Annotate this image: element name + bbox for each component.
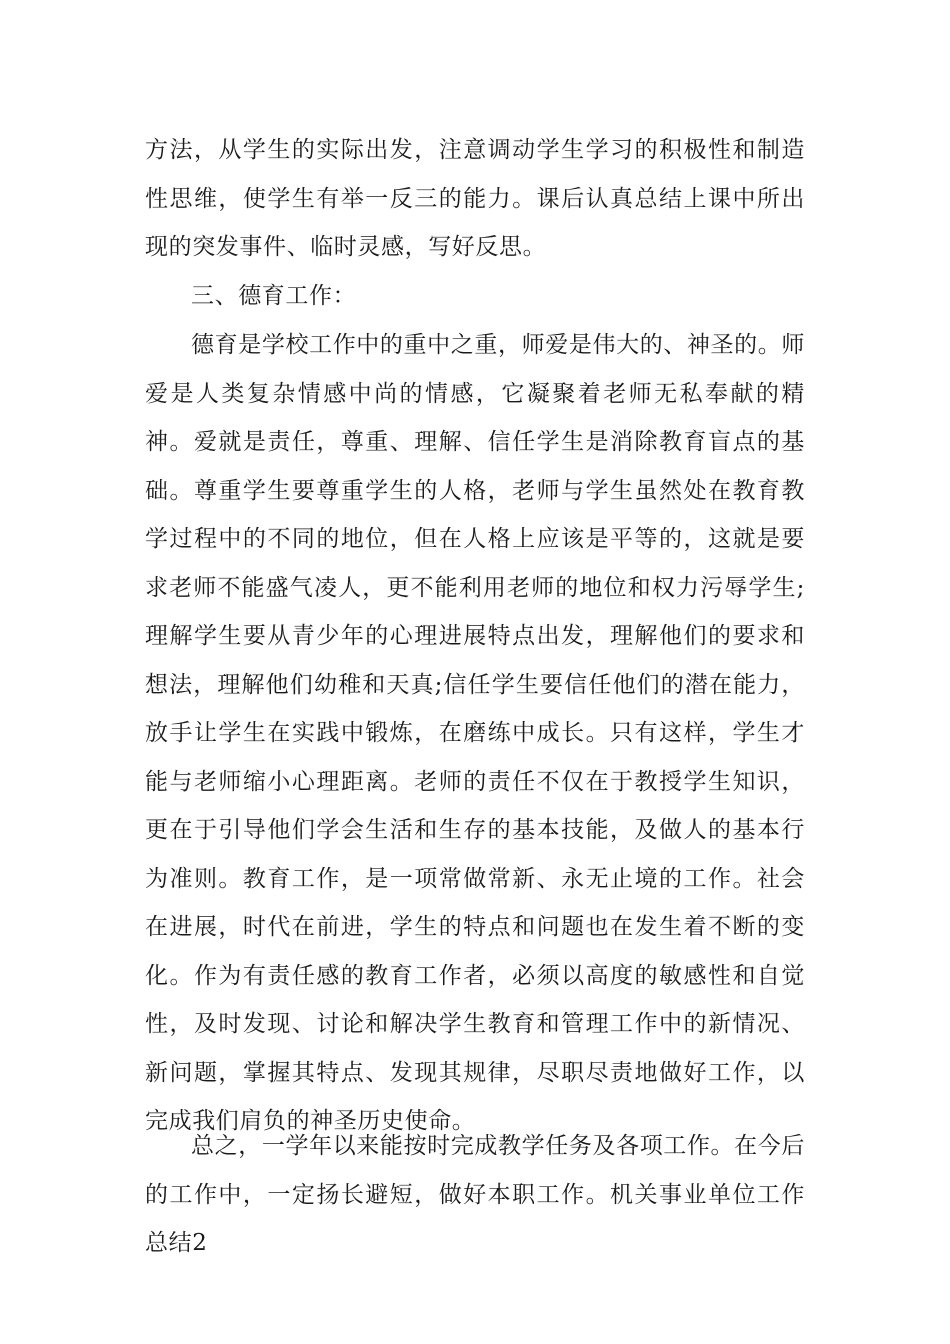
paragraph-text: 德育是学校工作中的重中之重，师爱是伟大的、神圣的。师爱是人类复杂情感中尚的情感，它凝聚着老师无私奉献的精神。爱就是责任，尊重、理解、信任学生是消除教育盲点的基础。尊重学生要尊重学生的人格，老师与学生虽然处在教育教学过程中的不同的地位，但在人格上应该是平等的，这就是要求老师不能盛气凌人，更不能利用老师的地位和权力污辱学生;理解学生要从青少年的心理进展特点出发，理解他们的要求和想法，理解他们幼稚和天真;信任学生要信任他们的潜在能力，放手让学生在实践中锻炼，在磨练中成长。只有这样，学生才能与老师缩小心理距离。老师的责任不仅在于教授学生知识，更在于引导他们学会生活和生存的基本技能，及做人的基本行为准则。教育工作，是一项常做常新、永无止境的工作。社会在进展，时代在前进，学生的特点和问题也在发生着不断的变化。作为有责任感的教育工作者，必须以高度的敏感性和自觉性，及时发现、讨论和解决学生教育和管理工作中的新情况、新问题，掌握其特点、发现其规律，尽职尽责地做好工作，以完成我们肩负的神圣历史使命。 <box>145 332 805 1134</box>
paragraph-moral-education <box>145 321 805 1146</box>
section-heading <box>145 272 805 321</box>
paragraph-text: 方法，从学生的实际出发，注意调动学生学习的积极性和制造性思维，使学生有举一反三的能力。课后认真总结上课中所出现的突发事件、临时灵感，写好反思。 <box>145 137 805 260</box>
paragraph-summary <box>145 1122 805 1268</box>
section-heading-text: 三、德育工作： <box>191 283 357 309</box>
paragraph-continuation <box>145 126 805 272</box>
paragraph-text: 总之，一学年以来能按时完成教学任务及各项工作。在今后的工作中，一定扬长避短，做好本职工作。机关事业单位工作总结2 <box>145 1133 805 1256</box>
